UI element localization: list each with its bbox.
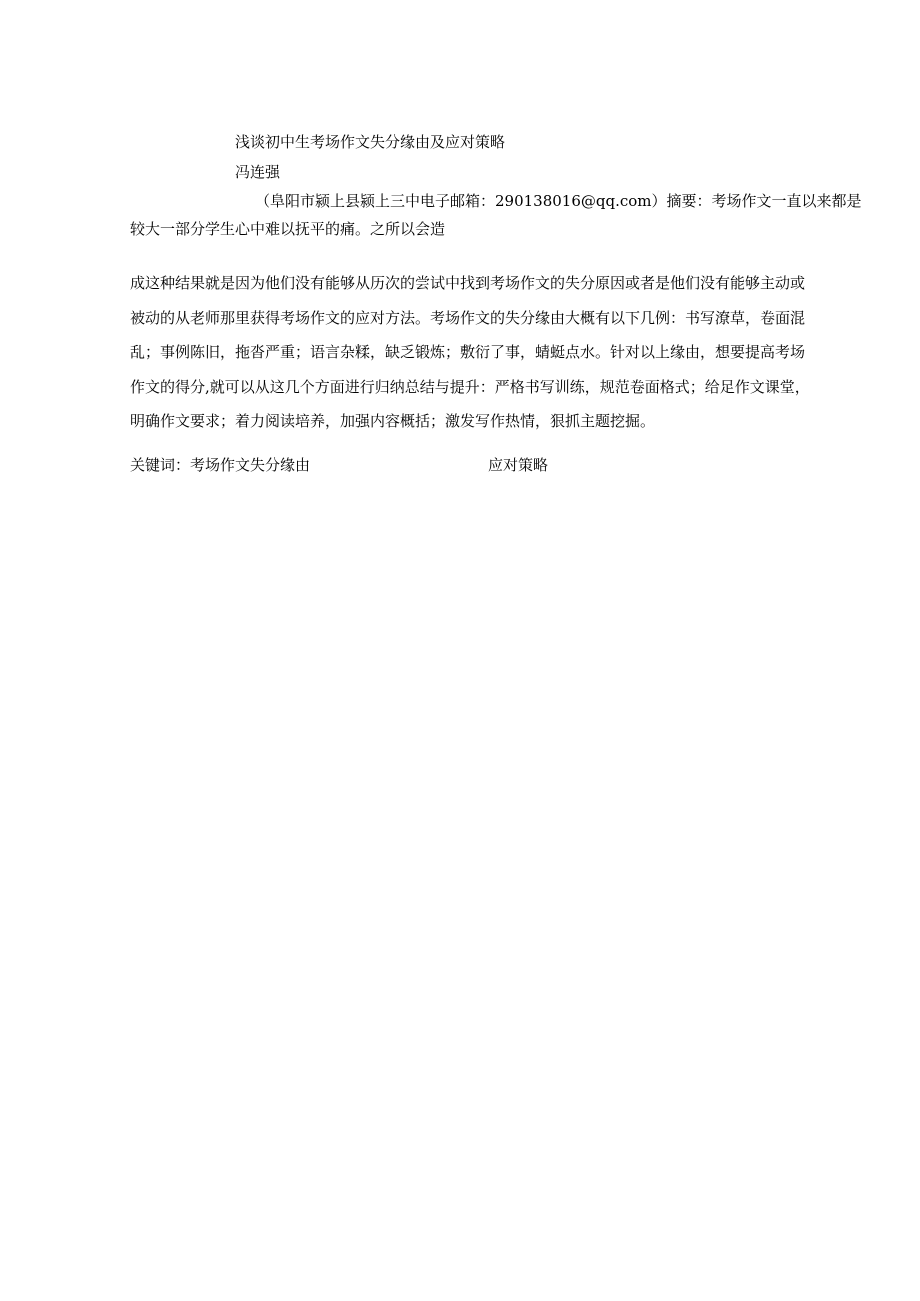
author-name: 冯连强	[235, 163, 281, 181]
keyword-strategy: 应对策略	[488, 456, 549, 474]
body-line-3: 乱；事例陈旧，拖沓严重；语言杂糅，缺乏锻炼；敷衍了事，蜻蜓点水。针对以上缘由，想要提高考场	[130, 343, 806, 361]
affiliation-line-2: 较大一部分学生心中难以抚平的痛。之所以会造	[130, 220, 446, 238]
document-title: 浅谈初中生考场作文失分缘由及应对策略	[235, 133, 506, 151]
body-line-1: 成这种结果就是因为他们没有能够从历次的尝试中找到考场作文的失分原因或者是他们没有能够主动或	[130, 274, 806, 292]
affiliation-line-1: （阜阳市颍上县颍上三中电子邮箱：290138016@qq.com）摘要：考场作文一直以来都是	[255, 192, 862, 210]
body-line-5: 明确作文要求；着力阅读培养，加强内容概括；激发写作热情，狠抓主题挖掘。	[130, 412, 656, 430]
abstract-body	[130, 266, 840, 439]
keywords-label: 关键词：考场作文失分缘由	[130, 456, 311, 474]
body-line-2: 被动的从老师那里获得考场作文的应对方法。考场作文的失分缘由大概有以下几例：书写潦草，卷面混	[130, 308, 806, 327]
body-line-4: 作文的得分,就可以从这几个方面进行归纳总结与提升：严格书写训练，规范卷面格式；给足作文课堂，	[130, 377, 810, 396]
